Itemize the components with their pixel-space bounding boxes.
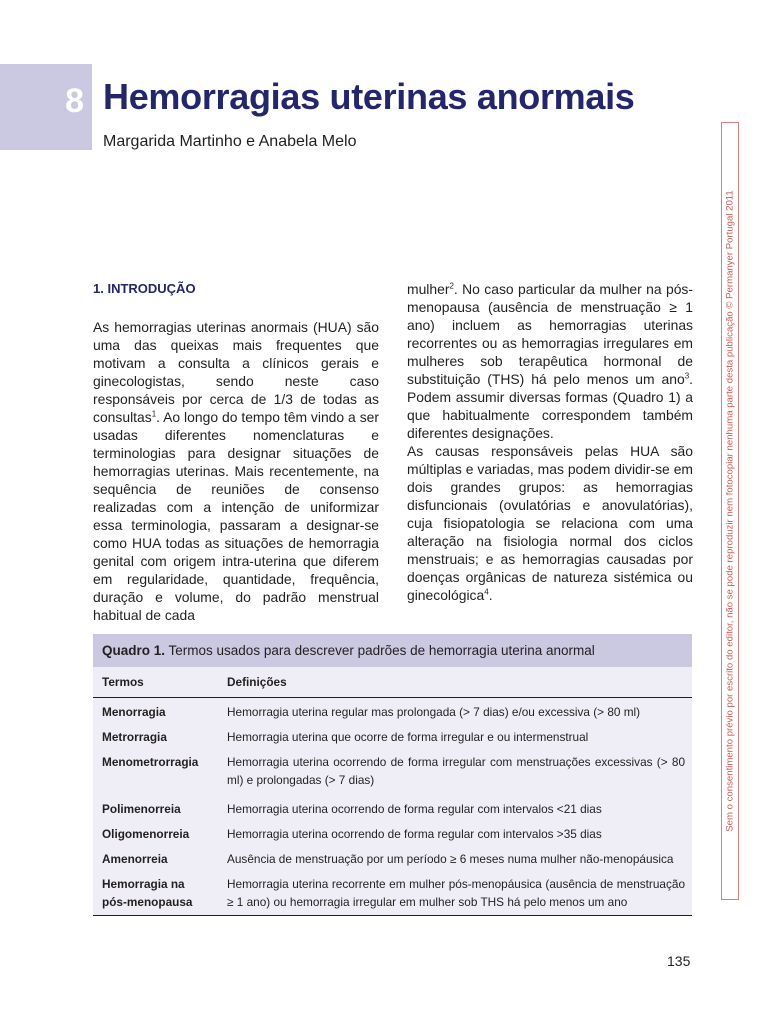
term-cell: Hemorragia na pós-menopausa [102,877,193,909]
table-caption [93,634,692,667]
definition-cell: Hemorragia uterina recorrente em mulher pós-menopáusica (ausência de menstruação ≥ 1 ano) ou hemorragia irregular em mulher sob THS há pelo menos um ano [227,877,685,909]
reference-mark: 1 [151,409,157,419]
term-cell: Polimenorreia [102,802,181,816]
table-row [93,753,692,789]
table-row [93,703,692,721]
definition-cell: Hemorragia uterina ocorrendo de forma regular com intervalos <21 dias [227,802,602,816]
table-caption-label: Quadro 1. [102,643,166,658]
chapter-number-box [0,64,92,150]
text-span: . [488,587,493,603]
term-cell: Metrorragia [102,730,167,744]
chapter-number: 8 [65,82,84,120]
text-span: . Podem assumir diversas formas (Quadro 1) a que habitualmente correspondem também diferentes designações. [407,371,693,441]
table-body [93,667,692,916]
definition-cell: Hemorragia uterina que ocorre de forma irregular e ou intermenstrual [227,730,589,744]
table-header [93,667,692,698]
text-span: mulher [407,281,450,297]
right-column [407,280,693,604]
paragraph [407,442,693,604]
reference-mark: 4 [484,587,489,597]
table-caption-text: Termos usados para descrever padrões de hemorragia uterina anormal [165,643,595,658]
page-number: 135 [667,953,691,969]
copyright-notice: Sem o consentimento prévio por escrito do editor, não se pode reproduzir nem fotocopiar nenhuma parte desta publicação © Permanyer Portugal 2011 [724,190,736,832]
reference-mark: 3 [684,371,690,381]
page-title: Hemorragias uterinas anormais [103,76,635,117]
table-row [93,875,692,911]
definition-cell: Hemorragia uterina regular mas prolongada (> 7 dias) e/ou excessiva (> 80 ml) [227,705,641,719]
text-span: . Ao longo do tempo têm vindo a ser usadas diferentes nomenclaturas e terminologias para designar situações de hemorragias uterinas. Mais recentemente, na sequência de reuniões de consenso realizadas com a intenção de uniformizar essa terminologia, passaram a designar-se como HUA todas as situações de hemorragia genital com origem intra-uterina que diferem em regularidade, quantidade, frequência, duração e volume, do padrão menstrual habitual de cada [93,409,379,623]
section-heading: 1. INTRODUÇÃO [93,281,196,296]
authors: Margarida Martinho e Anabela Melo [103,133,357,150]
column-header-definition: Definições [227,675,287,689]
definition-cell: Hemorragia uterina ocorrendo de forma irregular com menstruações excessivas (> 80 ml) e prolongadas (> 7 dias) [227,755,685,787]
copyright-notice-box [721,122,739,900]
text-span: As causas responsáveis pelas HUA são múltiplas e variadas, mas podem dividir-se em dois grandes grupos: as hemorragias disfuncionais (ovulatórias e anovulatórias), cuja fisiopatologia se relaciona com uma alteração na fisiologia normal dos ciclos menstruais; e as hemorragias causadas por doenças orgânicas de natureza sistémica ou ginecológica [407,443,693,603]
term-cell: Oligomenorreia [102,827,190,841]
definition-cell: Ausência de menstruação por um período ≥ 6 meses numa mulher não-menopáusica [227,852,674,866]
term-cell: Menometrorragia [102,755,199,769]
definitions-table [93,634,692,916]
term-cell: Menorragia [102,705,166,719]
term-cell: Amenorreia [102,852,168,866]
table-row [93,850,692,868]
table-row [93,728,692,746]
paragraph [407,280,693,442]
text-span: As hemorragias uterinas anormais (HUA) são uma das queixas mais frequentes que motivam a consulta a clínicos gerais e ginecologistas, sendo neste caso responsáveis por cerca de 1/3 de todas as consultas [93,319,379,425]
text-span: . No caso particular da mulher na pós-menopausa (ausência de menstruação ≥ 1 ano) incluem as hemorragias uterinas recorrentes ou as hemorragias irregulares em mulheres sob terapêutica hormonal de substituição (THS) há pelo menos um ano [407,281,693,387]
column-header-term: Termos [102,675,144,689]
table-row [93,800,692,818]
left-column [93,280,379,624]
paragraph [93,318,379,624]
definition-cell: Hemorragia uterina ocorrendo de forma regular com intervalos >35 dias [227,827,602,841]
table-row [93,825,692,843]
reference-mark: 2 [449,281,454,291]
